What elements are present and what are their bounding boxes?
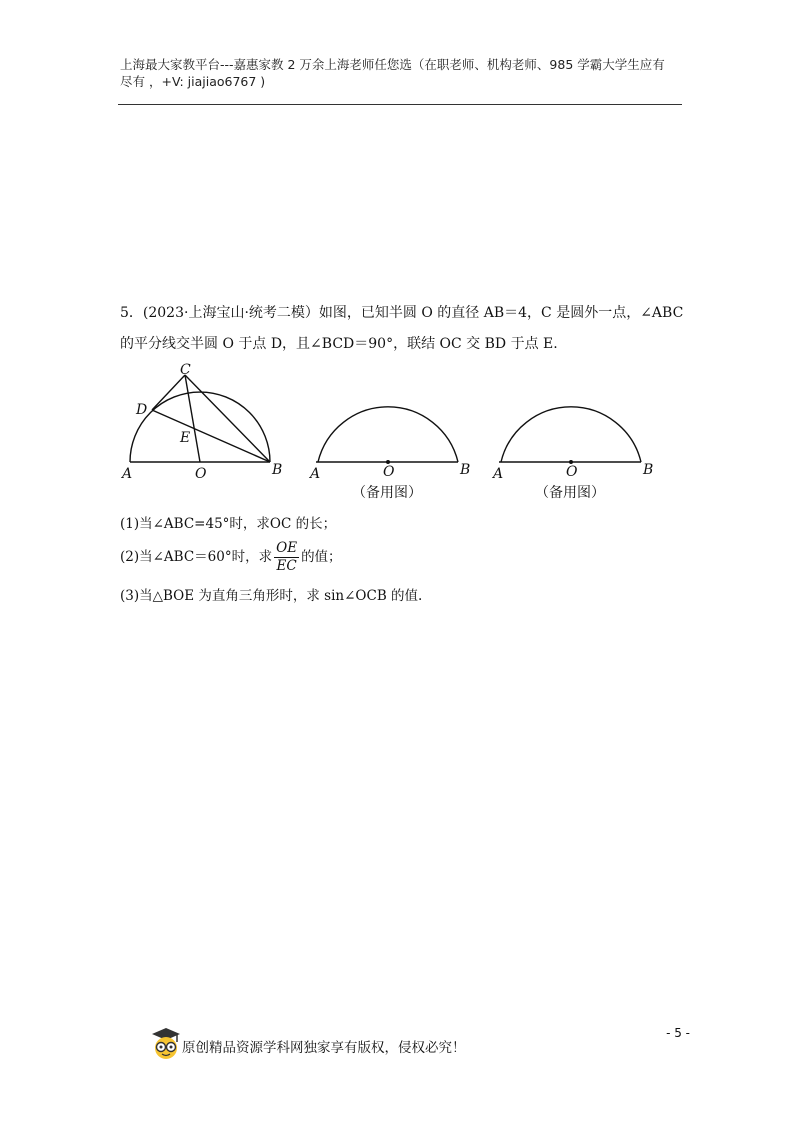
page-header (120, 56, 680, 90)
spare1-label-o: O (383, 464, 395, 480)
label-c: C (180, 362, 191, 378)
spare1-caption: （备用图） (352, 485, 422, 501)
label-o: O (195, 466, 207, 482)
question-2 (120, 540, 342, 575)
spare2-semicircle (501, 407, 641, 462)
ratio-fraction (274, 540, 299, 575)
label-e: E (180, 430, 191, 446)
segment-db (152, 410, 270, 462)
fraction-denominator: EC (276, 558, 297, 574)
spare2-label-o: O (566, 464, 578, 480)
spare1-semicircle (318, 407, 458, 462)
header-line-1: 上海最大家教平台---嘉惠家教 2 万余上海老师任您选（在职老师、机构老师、985 学霸大学生应有 (120, 57, 665, 72)
question-2-suffix: 的值； (301, 549, 342, 565)
spare-figure-2 (491, 407, 653, 501)
main-figure (130, 375, 270, 462)
spare2-label-b: B (643, 462, 654, 478)
spare2-caption: （备用图） (535, 485, 605, 501)
segment-cd (152, 375, 185, 410)
label-d: D (136, 402, 148, 418)
spare1-label-a: A (310, 466, 321, 482)
question-1: (1)当∠ABC=45°时，求OC 的长； (120, 516, 337, 532)
problem-line-2: 的平分线交半圆 O 于点 D，且∠BCD＝90°，联结 OC 交 BD 于点 E. (120, 336, 558, 352)
mascot-logo-icon (150, 1026, 182, 1060)
main-semicircle (130, 392, 270, 462)
page-number: - 5 - (666, 1026, 690, 1040)
spare2-label-a: A (493, 466, 504, 482)
problem-statement (120, 298, 684, 360)
question-3: (3)当△BOE 为直角三角形时，求 sin∠OCB 的值. (120, 588, 423, 604)
spare-figure-1 (308, 407, 470, 501)
fraction-numerator: OE (276, 540, 298, 556)
spare1-label-b: B (460, 462, 471, 478)
copyright-notice: 原创精品资源学科网独家享有版权，侵权必究！ (182, 1040, 466, 1056)
header-divider (118, 104, 682, 105)
header-line-2: 尽有 ，+V: jiajiao6767 ) (120, 74, 266, 89)
label-a: A (122, 466, 133, 482)
label-b: B (272, 462, 283, 478)
problem-line-1: 5．(2023·上海宝山·统考二模）如图，已知半圆 O 的直径 AB＝4，C 是圆外一点，∠ABC (120, 305, 684, 321)
page-footer (150, 1026, 690, 1066)
geometry-figures (112, 358, 672, 508)
question-2-prefix: (2)当∠ABC＝60°时，求 (120, 549, 273, 565)
